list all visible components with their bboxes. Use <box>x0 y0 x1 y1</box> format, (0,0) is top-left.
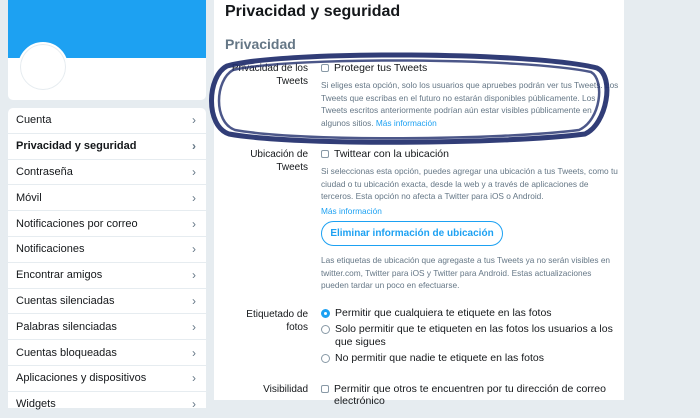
radio-unselected[interactable] <box>321 325 330 334</box>
profile-card <box>8 0 206 100</box>
sidebar-item-label: Privacidad y seguridad <box>16 140 137 153</box>
sidebar-item-privacidad-y-seguridad[interactable] <box>8 134 206 160</box>
photo-tag-option-label: No permitir que nadie te etiquete en las fotos <box>335 352 544 364</box>
checkbox-box[interactable] <box>321 385 329 393</box>
sidebar-item-label: Notificaciones por correo <box>16 217 138 230</box>
sidebar-item-label: Palabras silenciadas <box>16 320 117 333</box>
location-description: Si seleccionas esta opción, puedes agregar una ubicación a tus Tweets, como tu ciudad o tu ubicación exacta, desde la web y a través de aplicaciones de terceros. Esta opción no afecta a Twitter para iOS o Android. <box>321 166 618 201</box>
delete-location-button[interactable]: Eliminar información de ubicación <box>321 221 503 246</box>
sidebar-item-cuentas-bloqueadas[interactable] <box>8 340 206 366</box>
sidebar-item-label: Notificaciones <box>16 243 85 256</box>
tweet-with-location-label: Twittear con la ubicación <box>334 148 449 160</box>
chevron-right-icon: › <box>192 268 196 283</box>
sidebar-item-aplicaciones-y-dispositivos[interactable] <box>8 366 206 392</box>
photo-tag-option-label: Permitir que cualquiera te etiquete en las fotos <box>335 307 552 319</box>
chevron-right-icon: › <box>192 190 196 205</box>
sidebar-item-palabras-silenciadas[interactable] <box>8 314 206 340</box>
sidebar-item-notificaciones-por-correo[interactable] <box>8 211 206 237</box>
chevron-right-icon: › <box>192 216 196 231</box>
chevron-right-icon: › <box>192 293 196 308</box>
location-note: Las etiquetas de ubicación que agregaste a tus Tweets ya no serán visibles en twitter.com, Twitter para iOS y Twitter para Android. Estas actualizaciones pueden tardar un poco en efectuarse. <box>321 255 611 290</box>
discoverable-by-email-checkbox[interactable] <box>321 383 621 407</box>
checkbox-box[interactable] <box>321 64 329 72</box>
protect-tweets-checkbox[interactable] <box>321 62 427 74</box>
sidebar-item-label: Contraseña <box>16 165 73 178</box>
tweet-privacy-label: Privacidad de los Tweets <box>231 63 308 87</box>
tweet-privacy-more-info-link[interactable]: Más información <box>375 117 437 128</box>
settings-menu <box>8 108 206 412</box>
chevron-right-icon: › <box>192 164 196 179</box>
sidebar-item-label: Cuentas silenciadas <box>16 294 115 307</box>
protect-tweets-label: Proteger tus Tweets <box>334 62 428 74</box>
photo-tag-option-label: Solo permitir que te etiqueten en las fotos los usuarios a los que sigues <box>335 323 613 348</box>
location-label: Ubicación de Tweets <box>250 149 308 173</box>
sidebar-item-cuenta[interactable] <box>8 108 206 134</box>
sidebar-item-label: Cuentas bloqueadas <box>16 346 117 359</box>
sidebar-item-label: Cuenta <box>16 114 52 127</box>
chevron-right-icon: › <box>192 113 196 128</box>
visibility-label: Visibilidad <box>263 384 308 395</box>
chevron-right-icon: › <box>192 319 196 334</box>
chevron-right-icon: › <box>192 139 196 154</box>
tweet-privacy-description <box>321 79 621 129</box>
sidebar-item-widgets[interactable] <box>8 392 206 418</box>
chevron-right-icon: › <box>192 397 196 412</box>
sidebar-item-movil[interactable] <box>8 185 206 211</box>
photo-tag-option-nobody[interactable] <box>321 352 621 365</box>
chevron-right-icon: › <box>192 371 196 386</box>
location-more-info-link[interactable]: Más información <box>321 206 382 216</box>
section-title: Privacidad <box>225 36 296 52</box>
sidebar-item-label: Aplicaciones y dispositivos <box>16 372 147 385</box>
sidebar-item-contrasena[interactable] <box>8 160 206 186</box>
radio-selected[interactable] <box>321 309 330 318</box>
radio-unselected[interactable] <box>321 354 330 363</box>
sidebar-item-notificaciones[interactable] <box>8 237 206 263</box>
photo-tagging-label: Etiquetado de fotos <box>246 309 308 333</box>
photo-tag-option-anyone[interactable] <box>321 307 621 320</box>
avatar[interactable] <box>18 42 68 92</box>
photo-tag-option-following[interactable] <box>321 323 621 349</box>
sidebar-item-label: Widgets <box>16 398 56 411</box>
sidebar-item-label: Móvil <box>16 191 42 204</box>
discoverable-by-email-label: Permitir que otros te encuentren por tu dirección de correo electrónico <box>334 383 606 407</box>
settings-panel <box>214 0 624 407</box>
sidebar-item-label: Encontrar amigos <box>16 269 103 282</box>
checkbox-box[interactable] <box>321 150 329 158</box>
tweet-with-location-checkbox[interactable] <box>321 148 449 160</box>
page-title: Privacidad y seguridad <box>225 3 401 20</box>
sidebar-item-cuentas-silenciadas[interactable] <box>8 289 206 315</box>
chevron-right-icon: › <box>192 242 196 257</box>
tweet-privacy-desc-text: Si eliges esta opción, solo los usuarios que apruebes podrán ver tus Tweets. Los Tweets que escribas en el futuro no estarán disponibles públicamente. Los Tweets escritos anteriormente podrían aún estar visibles públicamente en algunos sitios. <box>321 80 619 128</box>
sidebar-item-encontrar-amigos[interactable] <box>8 263 206 289</box>
chevron-right-icon: › <box>192 345 196 360</box>
